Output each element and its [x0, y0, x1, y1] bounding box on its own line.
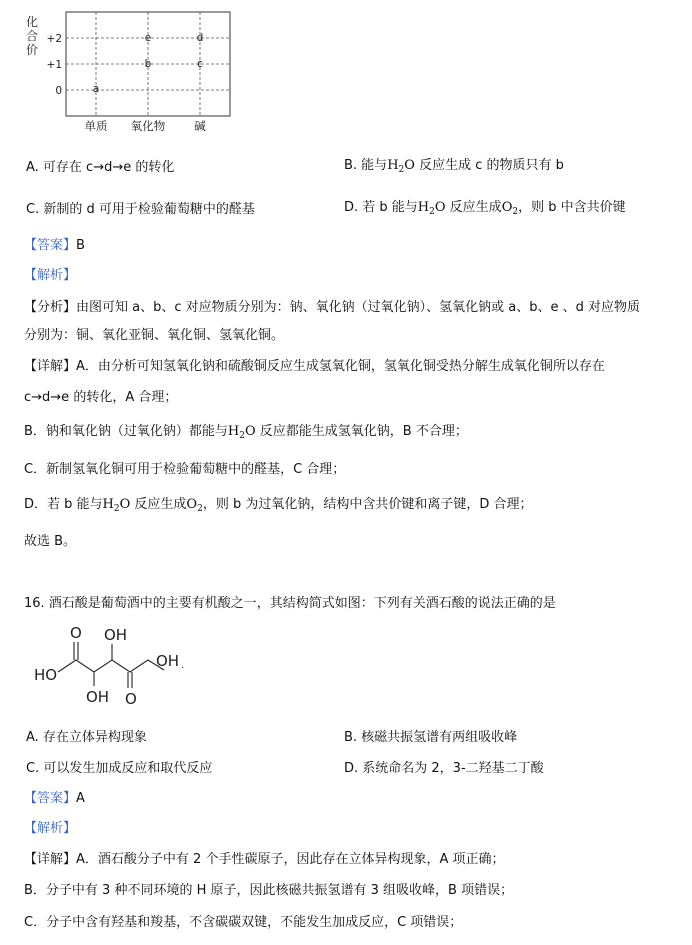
- point-c: c: [197, 58, 203, 70]
- answer-value: B: [76, 238, 85, 253]
- h2o-formula: $H_2O$: [387, 158, 415, 175]
- q15-option-c: C. 新制的 d 可用于检验葡萄糖中的醛基: [26, 202, 255, 217]
- q15-conclusion: 故选 B。: [24, 534, 77, 549]
- q15-option-b-post: 反应生成 c 的物质只有 b: [414, 158, 564, 173]
- o-top: O: [70, 624, 82, 642]
- q16-answer: [24, 787, 85, 806]
- q15-detail-c: C．新制氢氧化铜可用于检验葡萄糖中的醛基，C 合理；: [24, 462, 346, 477]
- q16-option-d: D. 系统命名为 2，3-二羟基二丁酸: [344, 761, 544, 776]
- oh-right: OH: [156, 652, 180, 670]
- answer-tag: 【答案】: [24, 791, 77, 806]
- q15-option-d: D. 若 b 能与$H_2O$ 反应生成$O_2$，则 b 中含共价键: [344, 200, 626, 217]
- q16-detail-c: C．分子中含有羟基和羧基，不含碳碳双键，不能发生加成反应，C 项错误；: [24, 915, 463, 930]
- point-d: d: [196, 32, 204, 44]
- o2-formula: $O_2$: [501, 200, 519, 217]
- q16-option-a: A. 存在立体异构现象: [26, 730, 147, 745]
- h2o-formula: $H_2O$: [417, 200, 446, 217]
- detail-tag: 【详解】: [24, 852, 77, 867]
- y-ticks: [47, 33, 62, 97]
- q15-analysis-tag: 【解析】: [24, 268, 77, 283]
- ho-left: HO: [34, 666, 58, 684]
- q15-fenxi-line-2: 分别为：铜、氧化亚铜、氧化铜、氢氧化铜。: [24, 328, 285, 343]
- ylabel-char-3: 价: [26, 43, 39, 57]
- valence-chart: [22, 6, 242, 134]
- trailing-dot: .: [181, 660, 185, 671]
- ytick-zero: 0: [55, 85, 62, 97]
- ylabel-char-2: 合: [26, 29, 39, 43]
- q15-answer: [24, 234, 85, 253]
- ylabel-char-1: 化: [26, 15, 39, 29]
- tartaric-acid-structure: [28, 620, 208, 712]
- q16-detail-b: B．分子中有 3 种不同环境的 H 原子，因此核磁共振氢谱有 3 组吸收峰，B 项错误；: [24, 883, 514, 898]
- q15-detail-b: B．钠和氧化钠（过氧化钠）都能与$H_2O$ 反应都能生成氢氧化钠，B 不合理；: [24, 424, 468, 441]
- carbon-chain: [58, 660, 164, 672]
- ytick-plus2: +2: [46, 33, 62, 45]
- xtick-2: 氧化物: [130, 119, 166, 133]
- q15-fenxi-line-1: 【分析】由图可知 a、b、c 对应物质分别为：钠、氧化钠（过氧化钠）、氢氧化钠或 a、b、e 、d 对应物质: [24, 300, 641, 315]
- q16-detail-a: 【详解】A．酒石酸分子中有 2 个手性碳原子，因此存在立体异构现象，A 项正确；: [24, 852, 505, 867]
- q15-option-b-pre: B. 能与: [344, 158, 388, 173]
- ytick-plus1: +1: [46, 59, 62, 71]
- q16-option-c: C. 可以发生加成反应和取代反应: [26, 761, 213, 776]
- q16-stem: 16. 酒石酸是葡萄酒中的主要有机酸之一，其结构简式如图：下列有关酒石酸的说法正确的是: [24, 596, 556, 611]
- q15-detail-line-1: 【详解】A．由分析可知氢氧化钠和硫酸铜反应生成氢氧化铜，氢氧化铜受热分解生成氧化铜所以存在: [24, 359, 605, 374]
- point-e: e: [144, 32, 152, 44]
- xtick-3: 碱: [194, 119, 206, 133]
- h2o-formula: $H_2O$: [227, 424, 256, 441]
- q16-analysis-tag: 【解析】: [24, 821, 77, 836]
- x-ticks: [85, 119, 207, 133]
- answer-value: A: [76, 791, 85, 806]
- q15-detail-d: D．若 b 能与$H_2O$ 反应生成$O_2$，则 b 为过氧化钠，结构中含共价键和离子键，D 合理；: [24, 497, 533, 514]
- oh-top: OH: [104, 626, 128, 644]
- point-a: a: [92, 83, 100, 95]
- o2-formula: $O_2$: [186, 497, 203, 514]
- atom-labels: [34, 624, 184, 708]
- points: [93, 32, 204, 95]
- detail-tag: 【详解】: [24, 359, 77, 374]
- q16-option-b: B. 核磁共振氢谱有两组吸收峰: [344, 730, 518, 745]
- o-bottom: O: [125, 690, 137, 708]
- q15-option-a: A. 可存在 c→d→e 的转化: [26, 160, 175, 175]
- oh-bottom: OH: [86, 688, 110, 706]
- q15-option-b: [344, 154, 564, 173]
- bonds: [58, 642, 164, 688]
- answer-tag: 【答案】: [24, 238, 77, 253]
- q15-detail-line-2: c→d→e 的转化，A 合理；: [24, 390, 178, 405]
- xtick-1: 单质: [84, 119, 108, 133]
- point-b: b: [144, 58, 152, 70]
- fenxi-tag: 【分析】: [24, 300, 77, 315]
- y-axis-label: [26, 15, 38, 57]
- h2o-formula: $H_2O$: [102, 497, 131, 514]
